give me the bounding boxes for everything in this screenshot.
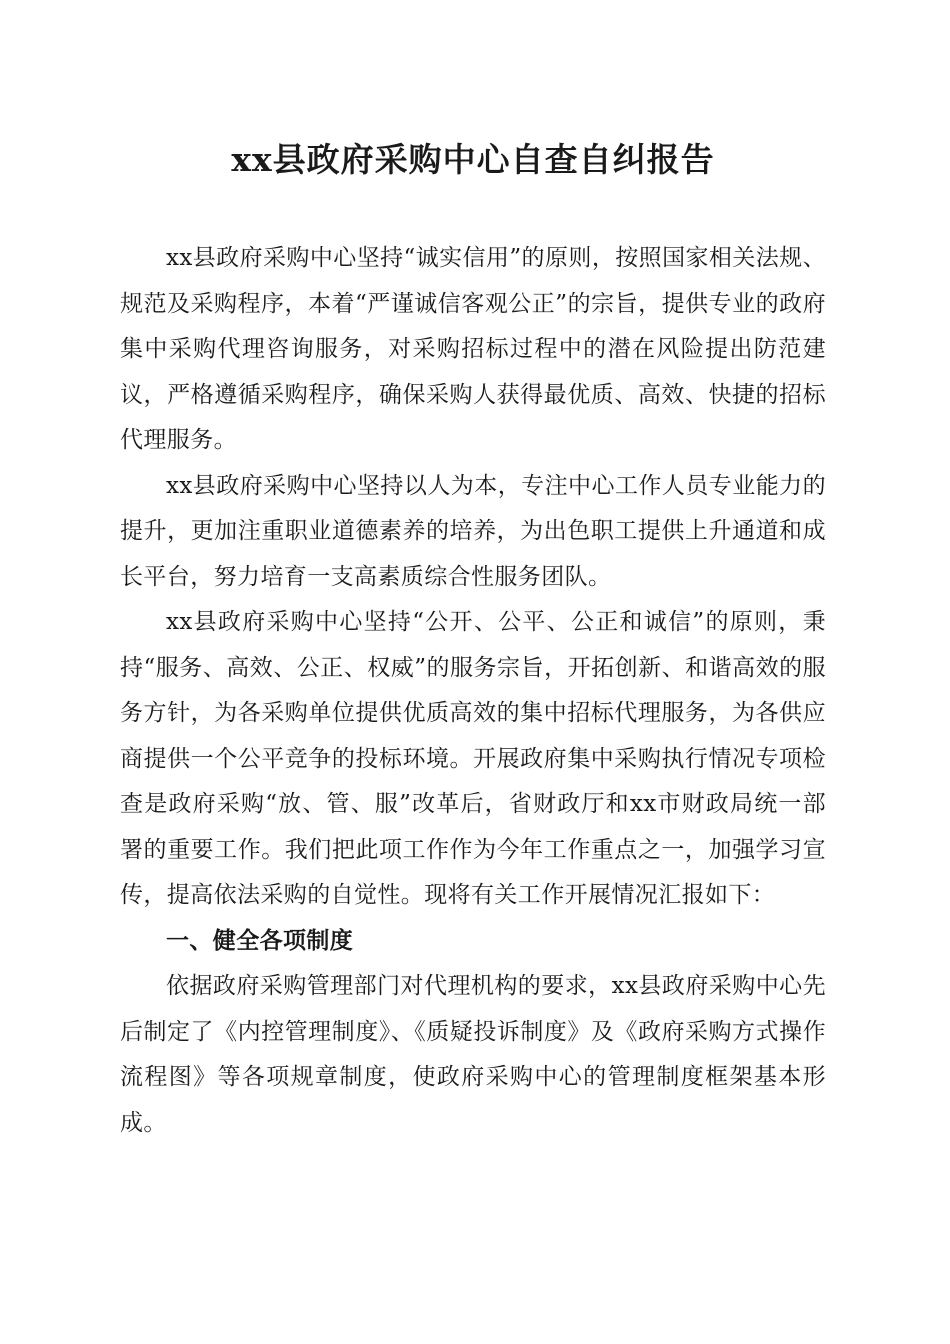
section-heading-1: 一、健全各项制度 [166, 927, 354, 954]
intro-paragraph-1: xx县政府采购中心坚持“诚实信用”的原则，按照国家相关法规、规范及采购程序，本着“严谨诚信客观公正”的宗旨，提供专业的政府集中采购代理咨询服务，对采购招标过程中的潜在风险提出防范建议，严格遵循采购程序，确保采购人获得最优质、高效、快捷的招标代理服务。 [120, 245, 826, 453]
intro-paragraph-3: xx县政府采购中心坚持“公开、公平、公正和诚信”的原则，秉持“服务、高效、公正、权威”的服务宗旨，开拓创新、和谐高效的服务方针，为各采购单位提供优质高效的集中招标代理服务，为各供应商提供一个公平竞争的投标环境。开展政府集中采购执行情况专项检查是政府采购“放、管、服”改革后，省财政厅和xx市财政局统一部署的重要工作。我们把此项工作作为今年工作重点之一，加强学习宣传，提高依法采购的自觉性。现将有关工作开展情况汇报如下： [120, 609, 826, 908]
intro-paragraph-2: xx县政府采购中心坚持以人为本，专注中心工作人员专业能力的提升，更加注重职业道德素养的培养，为出色职工提供上升通道和成长平台，努力培育一支高素质综合性服务团队。 [120, 472, 826, 590]
section-1-paragraph: 依据政府采购管理部门对代理机构的要求，xx县政府采购中心先后制定了《内控管理制度》、《质疑投诉制度》及《政府采购方式操作流程图》等各项规章制度，使政府采购中心的管理制度框架基本形成。 [120, 973, 826, 1136]
document-title: xx县政府采购中心自查自纠报告 [231, 140, 715, 179]
document-page [120, 128, 826, 1146]
